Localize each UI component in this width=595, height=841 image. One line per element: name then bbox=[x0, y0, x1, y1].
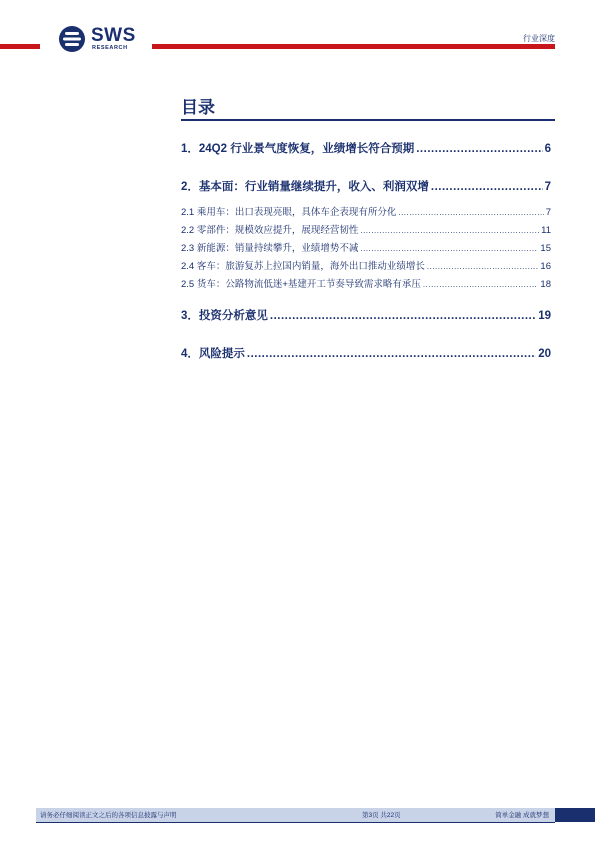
toc-entry-page: 7 bbox=[545, 207, 551, 218]
toc-leader-dots bbox=[360, 244, 538, 253]
header-red-bar-left bbox=[0, 44, 40, 49]
toc-entry-label: 2.5 货车：公路物流低迷+基建开工节奏导致需求略有承压 bbox=[181, 279, 421, 290]
sws-logo-icon bbox=[58, 24, 86, 54]
toc-leader-dots bbox=[270, 310, 536, 322]
toc-entry-2-3[interactable] bbox=[181, 240, 551, 254]
toc-leader-dots bbox=[416, 143, 542, 155]
toc-entry-label: 2.3 新能源：销量持续攀升，业绩增势不减 bbox=[181, 243, 359, 254]
toc-entry-page: 6 bbox=[544, 143, 551, 155]
sws-logo bbox=[58, 24, 148, 56]
toc-entry-page: 20 bbox=[538, 348, 551, 360]
toc-leader-dots bbox=[427, 262, 539, 271]
toc-entry-label: 2.1 乘用车：出口表现亮眼，具体车企表现有所分化 bbox=[181, 207, 397, 218]
toc-entry-1[interactable] bbox=[181, 140, 551, 156]
toc-entry-2-4[interactable] bbox=[181, 258, 551, 272]
toc-leader-dots bbox=[423, 280, 539, 289]
footer-disclaimer: 请务必仔细阅读正文之后的各项信息披露与声明 bbox=[40, 812, 177, 819]
toc-leader-dots bbox=[431, 181, 543, 193]
footer-slogan: 简单金融 成就梦想 bbox=[495, 812, 549, 819]
logo-subtext: RESEARCH bbox=[92, 45, 128, 51]
toc-entry-label: 2.2 零部件：规模效应提升，展现经营韧性 bbox=[181, 225, 359, 236]
toc-entry-page: 15 bbox=[540, 243, 551, 254]
toc-entry-label: 2．基本面：行业销量继续提升，收入、利润双增 bbox=[181, 181, 429, 193]
toc-entry-page: 18 bbox=[540, 279, 551, 290]
toc-title-rule bbox=[181, 119, 555, 121]
toc-entry-page: 19 bbox=[538, 310, 551, 322]
toc-leader-dots bbox=[360, 226, 539, 235]
toc-title: 目录 bbox=[181, 98, 215, 117]
footer-accent-block bbox=[555, 808, 595, 822]
toc-entry-label: 3．投资分析意见 bbox=[181, 310, 268, 322]
toc-entry-label: 2.4 客车：旅游复苏上拉国内销量，海外出口推动业绩增长 bbox=[181, 261, 425, 272]
toc-leader-dots bbox=[398, 208, 543, 217]
toc-entry-2-2[interactable] bbox=[181, 222, 551, 236]
footer-bar bbox=[36, 808, 555, 823]
toc-entry-page: 11 bbox=[541, 225, 551, 236]
toc-entry-2-1[interactable] bbox=[181, 204, 551, 218]
header-red-bar-right bbox=[152, 44, 555, 49]
toc-leader-dots bbox=[247, 348, 536, 360]
toc-entry-2[interactable] bbox=[181, 178, 551, 194]
toc-entry-page: 16 bbox=[540, 261, 551, 272]
toc-entry-3[interactable] bbox=[181, 307, 551, 323]
footer-page-info: 第3页 共22页 bbox=[362, 812, 401, 819]
toc-entry-4[interactable] bbox=[181, 345, 551, 361]
toc-entry-label: 4．风险提示 bbox=[181, 348, 245, 360]
report-type-tag: 行业深度 bbox=[523, 34, 555, 43]
toc-entry-label: 1．24Q2 行业景气度恢复，业绩增长符合预期 bbox=[181, 143, 415, 155]
logo-text: SWS bbox=[91, 25, 136, 46]
toc-entry-2-5[interactable] bbox=[181, 276, 551, 290]
toc-entry-page: 7 bbox=[544, 181, 551, 193]
